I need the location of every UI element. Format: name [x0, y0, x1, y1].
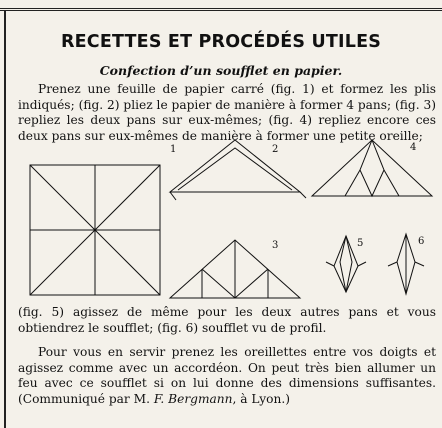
figure-2-triangle — [170, 140, 306, 200]
paragraph-instructions: Prenez une feuille de papier carré (fig. 1) et formez les plis indiqués; (fig. 2) pliez le papier de manière à former 4 pans; (fig. 3) repliez les deux pans sur eux-mêmes; (fig. 4) repliez encore ces deux pans sur eux-mêmes de manière à former une petite oreille; — [18, 82, 436, 143]
figure-3-label: 3 — [272, 240, 279, 251]
figure-3-triangle — [170, 240, 300, 298]
paragraph-usage — [18, 345, 436, 407]
article-subtitle: Confection d’un soufflet en papier. — [99, 63, 343, 78]
figure-1-square — [30, 165, 160, 295]
figure-5-label: 5 — [357, 238, 364, 249]
page-title: RECETTES ET PROCÉDÉS UTILES — [60, 32, 382, 52]
paragraph-usage-end: , à Lyon.) — [232, 391, 290, 406]
figure-4-label: 4 — [410, 142, 417, 153]
paragraph-usage-text: Pour vous en servir prenez les oreillettes entre vos doigts et agissez comme avec un accordéon. On peut très bien allumer un feu avec ce soufflet si on lui donne des dimensions suffisantes. (Communiqué par M. — [18, 345, 436, 406]
author-name: F. Bergmann — [153, 391, 233, 406]
paragraph-result: (fig. 5) agissez de même pour les deux autres pans et vous obtiendrez le soufflet; (fig. 6) soufflet vu de profil. — [18, 305, 436, 335]
figure-2-label: 2 — [272, 144, 279, 155]
figure-6-label: 6 — [418, 236, 425, 247]
figure-1-label: 1 — [170, 144, 177, 155]
